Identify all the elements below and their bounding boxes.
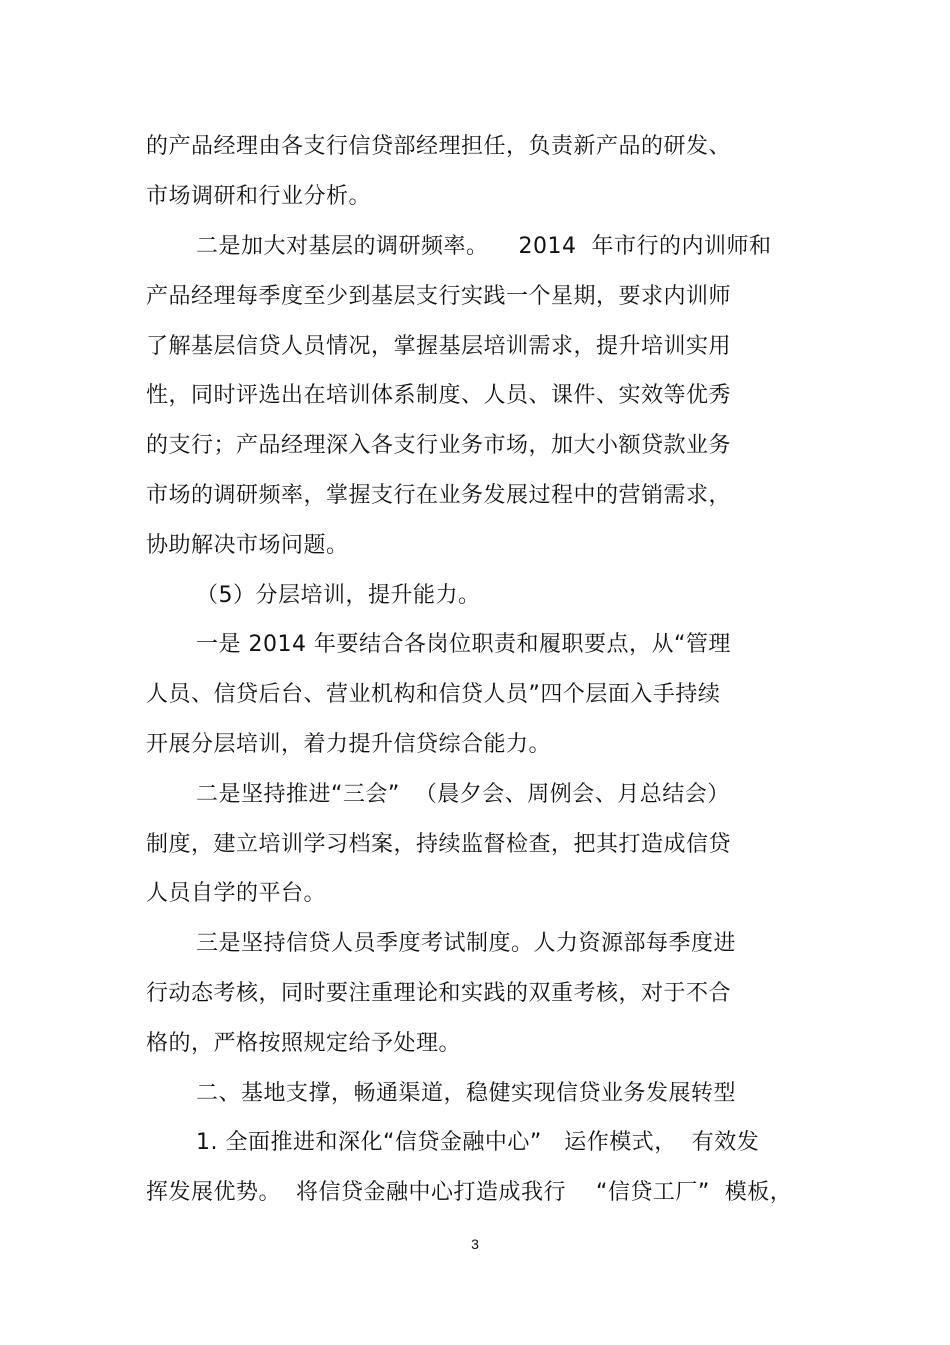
paragraph-start: 三是坚持信贷人员季度考试制度。人力资源部每季度进 (196, 931, 737, 956)
text-line: 了解基层信贷人员情况，掌握基层培训需求，提升培训实用 (146, 334, 732, 359)
section-heading: （5）分层培训，提升能力。 (196, 583, 481, 608)
paragraph-start: 1. 全面推进和深化“信贷金融中心” 运作模式， 有效发 (196, 1130, 760, 1155)
text-line: 性，同时评选出在培训体系制度、人员、课件、实效等优秀 (146, 383, 732, 408)
text-line: 人员自学的平台。 (146, 881, 327, 906)
text-line: 的支行；产品经理深入各支行业务市场，加大小额贷款业务 (146, 433, 732, 458)
text-line: 制度，建立培训学习档案，持续监督检查，把其打造成信贷 (146, 832, 732, 857)
text-line: 市场的调研频率，掌握支行在业务发展过程中的营销需求， (146, 483, 732, 508)
text-line: 人员、信贷后台、营业机构和信贷人员”四个层面入手持续 (146, 682, 721, 707)
text-line: 挥发展优势。 将信贷金融中心打造成我行 “信贷工厂” 模板， (146, 1180, 793, 1205)
text-line: 的产品经理由各支行信贷部经理担任，负责新产品的研发、 (146, 134, 732, 159)
paragraph-start: 二是加大对基层的调研频率。 2014 年市行的内训师和 (196, 234, 772, 259)
text-line: 产品经理每季度至少到基层支行实践一个星期，要求内训师 (146, 284, 732, 309)
text-line: 市场调研和行业分析。 (146, 184, 372, 209)
text-line: 格的，严格按照规定给予处理。 (146, 1031, 462, 1056)
text-line: 开展分层培训，着力提升信贷综合能力。 (146, 732, 552, 757)
page-number: 3 (471, 1236, 479, 1252)
text-line: 行动态考核，同时要注重理论和实践的双重考核，对于不合 (146, 981, 732, 1006)
text-line: 协助解决市场问题。 (146, 533, 349, 558)
paragraph-start: 二是坚持推进“三会” （晨夕会、周例会、月总结会） (196, 782, 730, 807)
section-heading: 二、基地支撑，畅通渠道，稳健实现信贷业务发展转型 (196, 1081, 737, 1106)
paragraph-start: 一是 2014 年要结合各岗位职责和履职要点，从“管理 (196, 632, 731, 657)
